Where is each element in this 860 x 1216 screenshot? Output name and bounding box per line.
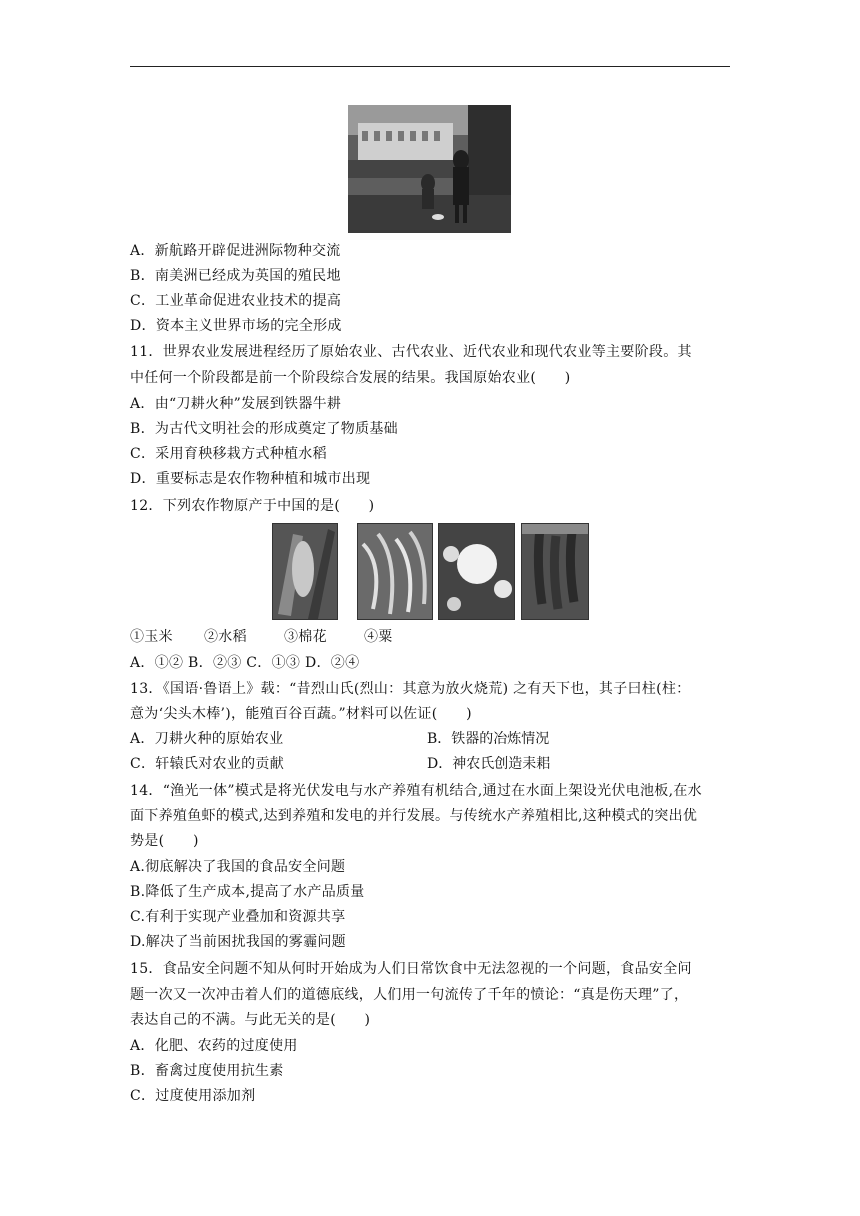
q13-option-d: D．神农氏创造耒耜 xyxy=(427,756,551,772)
q11-option-b: B．为古代文明社会的形成奠定了物质基础 xyxy=(130,421,398,437)
q12-options: A．①② B．②③ C．①③ D．②④ xyxy=(130,655,360,671)
q14-stem-line2: 面下养殖鱼虾的模式,达到养殖和发电的并行发展。与传统水产养殖相比,这种模式的突出优 xyxy=(130,808,698,824)
q10-option-b: B．南美洲已经成为英国的殖民地 xyxy=(130,268,341,284)
q10-option-c: C．工业革命促进农业技术的提高 xyxy=(130,293,342,309)
label-cotton: ③棉花 xyxy=(284,629,327,645)
q11-stem-line1: 11．世界农业发展进程经历了原始农业、古代农业、近代农业和现代农业等主要阶段。其 xyxy=(130,344,692,360)
q13-option-a: A．刀耕火种的原始农业 xyxy=(130,731,284,747)
q15-stem-line2: 题一次又一次冲击着人们的道德底线，人们用一句流传了千年的愤论：“真是伤天理”了， xyxy=(130,987,689,1003)
q11-option-a: A．由“刀耕火种”发展到铁器牛耕 xyxy=(130,396,342,412)
q15-stem-line3: 表达自己的不满。与此无关的是( ) xyxy=(130,1012,371,1028)
cotton-image xyxy=(438,523,515,620)
q14-option-c: C.有利于实现产业叠加和资源共享 xyxy=(130,909,346,925)
q15-option-c: C．过度使用添加剂 xyxy=(130,1088,256,1104)
painting-image xyxy=(348,105,511,233)
q15-option-a: A．化肥、农药的过度使用 xyxy=(130,1038,298,1054)
q12-stem: 12．下列农作物原产于中国的是( ) xyxy=(130,498,375,514)
q11-stem-line2: 中任何一个阶段都是前一个阶段综合发展的结果。我国原始农业( ) xyxy=(130,370,571,386)
label-corn: ①玉米 xyxy=(130,629,173,645)
q14-stem-line1: 14．“渔光一体”模式是将光伏发电与水产养殖有机结合,通过在水面上架设光伏电池板,在水 xyxy=(130,783,702,799)
q11-option-c: C．采用育秧移栽方式种植水稻 xyxy=(130,446,327,462)
q14-option-d: D.解决了当前困扰我国的雾霾问题 xyxy=(130,934,346,950)
q14-stem-line3: 势是( ) xyxy=(130,833,199,849)
q14-option-a: A.彻底解决了我国的食品安全问题 xyxy=(130,859,346,875)
q15-stem-line1: 15．食品安全问题不知从何时开始成为人们日常饮食中无法忽视的一个问题，食品安全问 xyxy=(130,961,692,977)
corn-image xyxy=(272,523,338,620)
q13-option-c: C．轩辕氏对农业的贡献 xyxy=(130,756,285,772)
q10-option-a: A．新航路开辟促进洲际物种交流 xyxy=(130,243,341,259)
q10-option-d: D．资本主义世界市场的完全形成 xyxy=(130,318,342,334)
label-millet: ④粟 xyxy=(364,629,393,645)
millet-image xyxy=(521,523,589,620)
q13-stem-line2: 意为‘尖头木棒’)，能殖百谷百蔬。”材料可以佐证( ) xyxy=(130,706,472,722)
q14-option-b: B.降低了生产成本,提高了水产品质量 xyxy=(130,884,365,900)
q13-stem-line1: 13．《国语·鲁语上》载：“昔烈山氏(烈山：其意为放火烧荒) 之有天下也，其子曰柱(柱： xyxy=(130,681,691,697)
q11-option-d: D．重要标志是农作物种植和城市出现 xyxy=(130,471,371,487)
header-rule xyxy=(130,66,730,67)
rice-image xyxy=(357,523,433,620)
q12-image-labels xyxy=(130,627,393,647)
label-rice: ②水稻 xyxy=(204,629,247,645)
q15-option-b: B．畜禽过度使用抗生素 xyxy=(130,1063,284,1079)
q13-option-b: B．铁器的冶炼情况 xyxy=(427,731,550,747)
